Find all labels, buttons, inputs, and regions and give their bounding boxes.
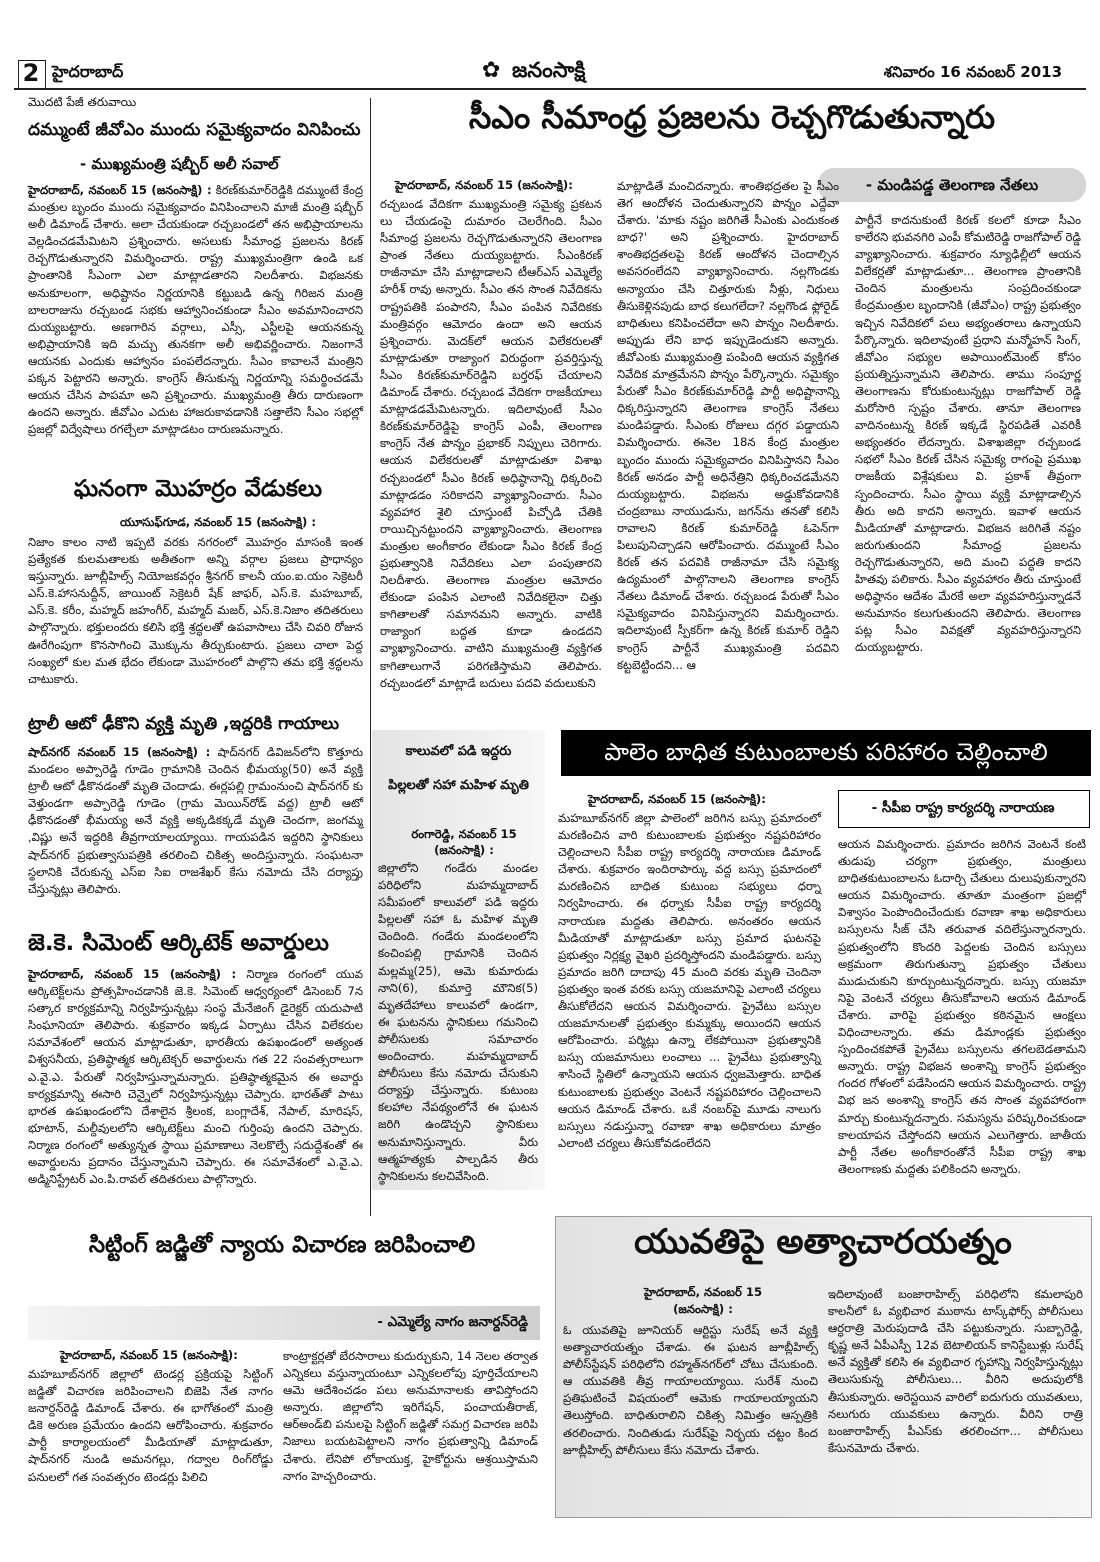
yuvati-headline: యువతిపై అత్యాచారయత్నం [634, 1222, 1012, 1262]
yuvati-col2: ఇదిలావుంటే బంజారాహిల్స్ పరిధిలోని కమలాపురి కాలనీలో ఓ వ్యభిచార ముఠాను టాస్క్‌ఫోర్స్ పోలీసులు ఆర్ధరాత్రి మెరుపుదాడి చేసి పట్టుకున్నారు. సుబ్బారెడ్డి, కృష్ణ అనే ఏపీఎస్పీ 12వ బెటాలియన్ కానిస్టేబుళ్లు సురేష్ అనే వ్యక్తితో కలిసి ఈ వ్యభిచార గృహాన్ని నిర్వహిస్తున్నట్లు తెలుసుకున్న పోలీసులు... వీరిని అదుపులోకి తీసుకున్నారు. అరెస్టయిన వారిలో ఐదుగురు యువతులు, నలుగురు యువకులు ఉన్నారు. వీరిని రాత్రి బంజారాహిల్స్ పీఎస్‌కు తరలించగా... పోలీసులు కేసునమోదు చేశారు. [828, 1287, 1083, 1455]
palem-col1: మహబూబ్‌నగర్ జిల్లా పాలెంలో జరిగిన బస్సు ప్రమాదంలో మరణించిన వారి కుటుంబాలకు ప్రభుత్వం నష్టపరిహారం చెల్లించాలని సీపీఐ రాష్ట్ర కార్యదర్శి నారాయణ డిమాండ్ చేశారు. శుక్రవారం ఇందిరాపార్కు వద్ద బస్సు ప్రమాదంలో మరణించిన బాధిత కుటుంబ సభ్యులు ధర్నా నిర్వహించారు. ఈ ధర్నాకు సీపీఐ రాష్ట్ర కార్యదర్శి నారాయణ మద్దతు తెలిపారు. అనంతరం ఆయన మీడియాతో మాట్లాడుతూ బస్సు ప్రమాద ఘటనపై ప్రభుత్వం నిర్లక్ష్య వైఖరి ప్రదర్శిస్తోందని మండిపడ్డారు. బస్సు ప్రమాదం జరిగి దాదాపు 45 మంది వరకు మృతి చెందినా ప్రభుత్వం ఇంత వరకు బస్సు యజమానిపై ఎలాంటి చర్యలు తీసుకోలేదని ఆయన విమర్శించారు. ప్రైవేటు బస్సుల యజమానులతో ప్రభుత్వం కుమ్మక్కు అయిందని ఆయన ఆరోపించారు. పర్మిట్లు ఉన్నా లేకపోయినా ప్రభుత్వానికి బస్సు యజమానులు లంచాలు ... ప్రైవేటు ప్రభుత్వాన్ని శాసించే స్థితిలో ఉన్నాయని ఆయన ధ్వజమెత్తారు. బాధిత కుటుంబాలకు ప్రభుత్వం వెంటనే నష్టపరిహారం చెల్లించాలని ఆయన డిమాండ్ చేశారు. ఒకే నంబర్‌పై మూడు నాలుగు బస్సులు నడుస్తున్నా రవాణా శాఖ అధికారులు మాత్రం ఎలాంటి చర్యలు తీసుకోవడంలేదని [558, 811, 821, 1150]
art2-dateline: యూసుఫ్‌గూడ, నవంబర్ 15 (జనంసాక్షి) : [120, 515, 317, 529]
palem-headline: పాలెం బాధిత కుటుంబాలకు పరిహారం చెల్లించాలి [604, 738, 1048, 766]
lead-col2: మాట్లాడితే మంచిదన్నారు. శాంతిభద్రతల పై సీఎం తెగ ఆందోళన చెందుతున్నారని పొన్నం ఎద్దేవా చేశారు. 'మాకు నష్టం జరిగితే సీఎంకు ఎందుకంత బాధ?' అని ప్రశ్నించారు. హైదరాబాద్ శాంతిభద్రతలపై కిరణ్ ఆందోళన చెందాల్సిన అవసరంలేదని వ్యాఖ్యానించారు. నల్లగొండకు అన్యాయం చేసి చిత్తూరుకు నీళ్లు, నిధులు తీసుకెళ్లినపుడు బాధ కలుగలేదా? నల్లగొండ ఫ్లోరైడ్ బాధితులు కనిపించలేదా అని పొన్నం నిలదీశారు. అప్పుడు లేని బాధ ఇప్పుడెందుకని అన్నారు. జీవోఎంకు ముఖ్యమంత్రి పంపింది ఆయన వ్యక్తిగత నివేదిక మాత్రమేనని పొన్నం పేర్కొన్నారు. సమైక్యం పేరుతో సీఎం కిరణ్‌కుమార్‌రెడ్డి పార్టీ అధిష్టానాన్ని ధిక్కరిస్తున్నారని తెలంగాణ కాంగ్రెస్ నేతలు మండిపడ్డారు. సీఎంకు రోజులు దగ్గర పడ్డాయని విమర్శించారు. ఈనెల 18న కేంద్ర మంత్రుల బృందం ముందు సమైక్యవాదం వినిపిస్తానని సీఎం కిరణ్ అనడం పార్టీ అధినేత్రిని ధిక్కరించడమేనని దుయ్యబట్టారు. విభజను అడ్డుకోవడానికి చంద్రబాబు నాయుడును, జగన్‌ను తనతో కలిసి రావాలని కిరణ్ కుమార్‌రెడ్డి ఓపెన్‌గా పిలుపునిచ్చాడని ఆరోపించారు. దమ్ముంటే సీఎం కిరణ్ తన పదవికి రాజీనామా చేసి సమైక్య ఉద్యమంలో పాల్గొనాలని తెలంగాణ కాంగ్రెస్ నేతలు డిమాండ్ చేశారు. రచ్చబండ పేరుతో సీఎం సమైక్యవాదం వినిపిస్తున్నారని విమర్శించారు. ఇదిలావుంటే స్పీకర్‌గా ఉన్న కిరణ్ కుమార్ రెడ్డిని కాంగ్రెస్ పార్టీనే ముఖ్యమంత్రి పదవిని కట్టబెట్టిందని... ఆ [617, 179, 839, 672]
issue-date: శనివారం 16 నవంబర్ 2013 [883, 63, 1062, 81]
lead-dateline: హైదరాబాద్, నవంబర్ 15 (జనంసాక్షి): [395, 178, 573, 192]
palem-col2: ఆయన విమర్శించారు. ప్రమాదం జరిగిన వెంటనే కంటి తుడుపు చర్యగా ప్రభుత్వం, మంత్రులు బాధితకుటుంబాలను ఓదార్చి చేతులు దులుపుకున్నారని ఆయన విమర్శించారు. తూతూ మంత్రంగా ప్రజల్లో విశ్వాసం పెంపొందించేందుకు రవాణా శాఖ అధికారులు బస్సులను సీజ్ చేసి తరువాత వదిలేస్తున్నారన్నారు. ప్రభుత్వంలోని కొందరి పెద్దలకు చెందిన బస్సులు అక్రమంగా తిరుగుతున్నా ప్రభుత్వం చేతులు ముడుచుకుని కూర్చుంటున్నదన్నారు. బస్సు యజమా నిపై వెంటనే చర్యలు తీసుకోవాలని ఆయన డిమాండ్ చేశారు. వారిపై ప్రభుత్వం కఠినమైన ఆంక్షలు విధించాలన్నారు. తమ డిమాండ్లకు ప్రభుత్వం స్పందించకపోతే ప్రైవేటు బస్సులను తగలబెడతామని అన్నారు. రాష్ట్ర విభజన అంశాన్ని కాంగ్రెస్ ప్రభుత్వం గందర గోళంలో పడేసిందని ఆయన విమర్శించారు. రాష్ట్ర విభ జన అంశాన్ని కాంగ్రెస్ తన సొంత వ్యవహారంగా మార్చు కుంటున్నదన్నారు. సమస్యను పరిష్కరించకుండా కాలయాపన చేస్తోందని ఆయన ఎలుగెత్తారు. జాతీయ పార్టీ నేతల అంగీకారంతోనే సీపీఐ రాష్ట్ర శాఖ తెలంగాణకు మద్దతు పలికిందని అన్నారు. [838, 837, 1086, 1176]
art2-headline: ఘనంగా మొహర్రం వేడుకలు [73, 476, 323, 502]
art1-dateline: హైదరాబాద్, నవంబర్ 15 (జనంసాక్షి) : [28, 183, 212, 197]
art4-body [28, 966, 363, 1216]
art1-headline: దమ్ముంటే జీవోఎం ముందు సమైక్యవాదం వినిపించు [28, 120, 361, 140]
sitting-subhead: - ఎమ్మెల్యే నాగం జనార్దన్‌రెడ్డి [377, 1314, 528, 1330]
kicker: మొదటి పేజీ తరువాయి [28, 95, 137, 109]
lead-headline: సీఎం సీమాంధ్ర ప్రజలను రెచ్చగొడుతున్నారు [468, 98, 996, 136]
art2-body: నిజాం కాలం నాటి ఇప్పటి వరకు నగరంలో మొహర్రం మాసంకి ఇంత ప్రత్యేకత కులమతాలకు అతీతంగా అన్ని వర్గాల ప్రజలు ప్రాధాన్యం ఇస్తున్నారు. జూబ్లీహిల్స్ నియోజకవర్గం శ్రీనగర్ కాలనీ యం.ఐ.యం సెక్రెటరీ ఎస్.కె.హాసనుద్దీన్, జాయింట్ సెక్రెటరీ షేక్ జాఫర్, ఎస్.కె. మహబూబ్, ఎస్.కె. కరీం, మహ్మద్ జహంగీర్, మహ్మద్ మజర్, ఎస్.కె.నిజాం తదితరులు పాల్గొన్నారు. భక్తులందరు కలిసి భక్తి శ్రద్ధలతో ఉపవాసాలు చేసి చివరి రోజున ఊరేగింపుగా కొనసాగించి మొక్కును తీర్చుకుంటారు. ప్రజలు చాలా పెద్ద సంఖ్యలో కుల మత భేదం లేకుండా మొహరంలో పాల్గొని తమ భక్తి శ్రద్ధలను చాటుకారు. [28, 535, 363, 686]
art3-body [28, 744, 363, 896]
art4-headline: జె.కె. సిమెంట్ ఆర్కిటెక్ అవార్డులు [28, 930, 329, 956]
art4-dateline: హైదరాబాద్, నవంబర్ 15 (జనంసాక్షి) : [28, 967, 237, 981]
palem-subhead: - సీపీఐ రాష్ట్ర కార్యదర్శి నారాయణ [871, 800, 1055, 816]
canal-headline-1: కాలువలో పడి ఇద్దరు [405, 744, 512, 759]
logo-text: జనంసాక్షి [512, 58, 586, 82]
art1-subhead: - ముఖ్యమంత్రి షబ్బీర్ అలీ సవాల్ [80, 155, 279, 173]
art1-body [28, 182, 363, 472]
left-column-rule [370, 98, 371, 1216]
art1-text: కిరణ్‌కుమార్‌రెడ్డికి దమ్ముంటే కేంద్ర మంత్రుల బృందం ముందు సమైక్యవాదం వినిపించాలని మాజీ మంత్రి షబ్బీర్ అలీ డిమాండ్ చేశారు. అలా చేయకుండా రచ్చబండలో తన అభిప్రాయాలను వెల్లడించడమేమిటని ప్రశ్నించారు. అసలుకు సీమాంధ్ర ప్రజలను కిరణ్ రెచ్చగొడుతున్నారని విమర్శించారు. రాష్ట్ర ముఖ్యమంత్రిగా ఉండి ఒక ప్రాంతానికి సీఎంగా ఎలా మాట్లాడతారని నిలదీశారు. విభజనకు అనుకూలంగా, అధిష్టానం నిర్ణయానికి కట్టుబడి ఉన్న గిరిజన మంత్రి బాలరాజును రచ్చబండ సభకు ఆహ్వానించకుండా సీఎం అవమానించారని దుయ్యబట్టారు. అణగారిన వర్గాలు, ఎస్సీ, ఎస్టీలపై ఆయనకున్న అభిప్రాయానికి ఇది మచ్చు తునకగా అలీ అభివర్ణించారు. నిజంగానే ఆయనకు ఎందుకు ఆహ్వానం పంపలేదన్నారు. సీఎం కావాలనే మంత్రిని పక్కన పెట్టారని అన్నారు. కాంగ్రెస్ తీసుకున్న నిర్ణయాన్ని సమర్థించడమే ఆయన చేసిన పాపమా అని ప్రశ్నించారు. ముఖ్యమంత్రి తీరు దారుణంగా ఉందని అన్నారు. జీవోఎం ఎదుట హాజరుకావడానికి సత్తాలేని సీఎం సభల్లో ప్రజల్లో విద్వేషాలు రగల్చేలా మాట్లాడటం దారుణమన్నారు. [28, 183, 364, 437]
lead-col1: రచ్చబండ వేదికగా ముఖ్యమంత్రి సమైక్య ప్రకటన లు చేయడంపై దుమారం చెలరేగింది. సీఎం సీమాంధ్ర ప్రజలను రెచ్చగొడుతున్నారని తెలంగాణ ప్రాంత నేతలు దుయ్యబట్టారు. సీఎంకిరణ్ రాజీనామా చేసి మాట్లాడాలని టీఆర్ఎస్ ఎమ్మెల్యే హరీశ్ రావు అన్నారు. సీఎం తన సొంత నివేదికను రాష్ట్రపతికి పంపారని, సీఎం పంపిన నివేదికకు మంత్రివర్గం ఆమోదం ఉందా అని ఆయన ప్రశ్నించారు. మెదక్‌లో ఆయన విలేకరులతో మాట్లాడుతూ రాజ్యాంగ విరుద్ధంగా ప్రవర్తిస్తున్న సీఎం కిరణ్‌కుమార్‌రెడ్డిని బర్తరఫ్ చేయాలని డిమాండ్ చేశారు. రచ్చబండ వేదికగా రాజకీయాలు మాట్లాడడమేమిటన్నారు. ఇదిలావుంటే సీఎం కిరణ్‌కుమార్‌రెడ్డిపై కాంగ్రెస్ ఎంపీ, తెలంగాణ కాంగ్రెస్ నేత పొన్నం ప్రభాకర్ నిప్పులు చెరిగారు. ఆయన విలేకరులతో మాట్లాడుతూ విశాఖ రచ్చబండలో సీఎం కిరణ్ అధిష్ఠానాన్ని ధిక్కరించి మాట్లాడడం సరికాదని వ్యాఖ్యానించారు. సీఎం వ్యవహార శైలి చూస్తుంటే పిచ్చోడి చేతికి రాయిచ్చినట్టుందని వ్యాఖ్యానించారు. తెలంగాణ మంత్రుల అంగీకారం లేకుండా సీఎం కిరణ్ కేంద్ర ప్రభుత్వానికి నివేదికలు ఎలా పంపుతారని నిలదీశారు. తెలంగాణ మంత్రుల ఆమోదం లేకుండా పంపిన ఎలాంటి నివేదికలైనా చిత్తు కాగితాలతో సమానమని అన్నారు. వాటికి రాజ్యాంగ బద్ధత కూడా ఉండదని వ్యాఖ్యానించారు. వాటిని ముఖ్యమంత్రి వ్యక్తిగత కాగితాలుగానే పరిగణిస్తామని తెలిపారు. రచ్చబండలో మాట్లాడే బదులు పదవి వదులుకుని [380, 197, 602, 690]
lead-col3: పార్టీనే కాదనుకుంటే కిరణ్ కలలో కూడా సీఎం కాలేరని భువనగిరి ఎంపీ కోమటిరెడ్డి రాజగోపాల్ రెడ్డి వ్యాఖ్యానించారు. శుక్రవారం న్యూఢిల్లీలో ఆయన విలేకర్లతో మాట్లాడుతూ... తెలంగాణ ప్రాంతానికి చెందిన మంత్రులను సంప్రదించకుండా కేంద్రమంత్రుల బృందానికి (జీవోఎం) రాష్ట్ర ప్రభుత్వం ఇచ్చిన నివేదికలో పలు అభ్యంతరాలు ఉన్నాయని పేర్కొన్నారు. ఇదిలావుంటే ప్రధాని మన్మోహన్ సింగ్, జీవోఎం సభ్యుల అపాయింట్‌మెంట్ కోసం ప్రయత్నిస్తున్నామని తెలిపారు. తాము సంపూర్ణ తెలంగాణను కోరుకుంటున్నట్లు రాజగోపాల్ రెడ్డి మరోసారి స్పష్టం చేశారు. తానూ తెలంగాణ వాదినంటున్న కిరణ్ ఇక్కడే స్థిరపడితే ఎవరికీ అభ్యంతరం లేదన్నారు. విశాఖజిల్లా రచ్చబండ సభలో సీఎం కిరణ్ చేసిన సమైక్య రాగంపై ప్రముఖ రాజకీయ విశ్లేషకులు వి. ప్రకాశ్ తీవ్రంగా స్పందించారు. సీఎం స్థాయి వ్యక్తి మాట్లాడాల్సిన తీరు అది కాదని అన్నారు. ఇవాళ ఆయన మీడియాతో మాట్లాడారు. విభజన జరిగితే నష్టం జరుగుతుందని సీమాంధ్ర ప్రజలను రెచ్చగొడుతున్నారని, అది మంచి పద్ధతి కాదని హితవు పలికారు. సీఎం వ్యవహారం తీరు చూస్తుంటే అధిష్ఠానం ఆదేశం మేరకే అలా వ్యవహరిస్తున్నాడనే అనుమానం కలుగుతుందని తెలిపారు. తెలంగాణ పట్ల సీఎం వివక్షతో వ్యవహరిస్తున్నారని దుయ్యబట్టారు. [855, 213, 1081, 655]
sitting-col2: కాంట్రాక్టర్లతో బేరసారాలు కుదుర్చుకుని, 14 నెలల తర్వాత ఎన్నికలు వస్తున్నాయంటూ ఎన్నికలలోపు పూర్తిచేయాలని ఆమె ఆదేశించడం పలు అనుమానాలకు తావిస్తోందని అన్నారు. జిల్లాలోని ఇరిగేషన్, పంచాయతీరాజ్, ఆర్‌అండ్‌బి పనులపై సిట్టింగ్ జడ్జితో సమగ్ర విచారణ జరిపి నిజాలు బయటపెట్టాలని నాగం ప్రభుత్వాన్ని డిమాండ్ చేశారు. లేనిపో లోకాయుక్త, హైకోర్టును ఆశ్రయిస్తామని నాగం హెచ్చరించారు. [283, 1349, 538, 1483]
lead-subhead: - మండిపడ్డ తెలంగాణ నేతలు [865, 176, 1039, 194]
yuvati-dateline: హైదరాబాద్, నవంబర్ 15 (జనంసాక్షి) : [643, 1285, 763, 1316]
canal-dateline: రంగారెడ్డి, నవంబర్ 15 (జనంసాక్షి) : [411, 827, 517, 857]
edition-label: హైదరాబాద్ [52, 62, 124, 81]
art3-dateline: షాద్‌నగర్ నవంబర్ 15 (జనంసాక్షి) : [28, 745, 211, 759]
palem-dateline: హైదరాబాద్, నవంబర్ 15 (జనంసాక్షి): [588, 792, 766, 806]
sitting-col1: మహబూబ్‌నగర్ జిల్లాలో టెండర్ల ప్రక్రియపై సిట్టింగ్ జడ్జితో విచారణ జరిపించాలని బిజెపి నేత నాగం జనార్దన్‌రెడ్డి డిమాండ్ చేశారు. ఈ భాగోతంలో మంత్రి డికె అరుణ ప్రమేయం ఉందని ఆరోపించారు. శుక్రవారం పార్టీ కార్యాలయంలో మీడియాతో మాట్లాడుతూ, షాద్‌నగర్ నుండి అమనగల్లు, గద్వాల రింగ్‌రోడ్డు పనులలో గత సంవత్సరం టెండర్లు పిలిచి [28, 1367, 273, 1484]
masthead-logo [482, 54, 612, 88]
sitting-dateline: హైదరాబాద్, నవంబర్ 15 (జనంసాక్షి): [60, 1348, 238, 1362]
art4-text: నిర్మాణ రంగంలో యువ ఆర్కిటెక్ట్‌లను ప్రోత్సహించడానికి జె.కె. సిమెంట్ ఆధ్వర్యంలో డిసెంబర్ 7న సత్కార కార్యక్రమాన్ని నిర్వహిస్తున్నట్లు సంస్థ మేనేజింగ్ డైరెక్టర్ యదుపాటి సింఘానియా తెలిపారు. శుక్రవారం ఇక్కడ ఏర్పాటు చేసిన విలేకరుల సమావేశంలో ఆయన మాట్లాడుతూ, భారతీయ ఉపఖండంలో అత్యంత విశ్వసనీయ, ప్రతిష్ఠాత్మక ఆర్కిటెక్చర్ అవార్డులను గత 22 సంవత్సరాలుగా ఎ.వై.ఎ. పేరుతో నిర్వహిస్తున్నామన్నారు. ప్రతిష్ఠాత్మకమైన ఈ అవార్డు కార్యక్రమాన్ని ఈసారి చెన్నైలో నిర్వహిస్తున్నట్లు చెప్పారు. భారత్‌తో పాటు భారత ఉపఖండంలోని దేశాలైన శ్రీలంక, బంగ్లాదేశ్, నేపాల్, మారిషస్, భూటాన్, మల్దీవులలోని ఆర్కిటెక్ట్‌లు మంచి గుర్తింపు ఉందని చెప్పారు. నిర్మాణ రంగంలో అత్యున్నత స్థాయి ప్రమాణాలు నెలకొల్పే సదుద్దేశంతో ఈ అవార్డులను ప్రదానం చేస్తున్నామని చెప్పారు. ఈ సమావేశంలో ఎ.వై.ఎ. అడ్మినిస్ట్రేటర్ ఎం.పి.రావల్ తదితరులు పాల్గొన్నారు. [28, 967, 363, 1187]
logo-icon: ✿ [482, 58, 501, 83]
masthead-rule [14, 88, 1086, 90]
yuvati-col1: ఓ యువతిపై జూనియర్ ఆర్టిస్టు సురేష్ అనే వ్యక్తి అత్యాచారయత్నం చేశాడు. ఈ ఘటన జూబ్లీహిల్స్ పోలీస్‌స్టేషన్ పరిధిలోని రహ్మత్‌నగర్‌లో చోటు చేసుకుంది. ఆ యువతికి తీవ్ర గాయాలయ్యాయి. సురేశ్ నుంచి ప్రతిఘటించే విషయంలో ఆమెకు గాయాలయ్యాయని తెలుస్తోంది. బాధితురాలిని చికిత్స నిమిత్తం ఆస్పత్రికి తరలించారు. నిందితుడు సురేష్‌పై నిర్భయ చట్టం కింద జూబ్లీహిల్స్ పోలీసులు కేసు నమోదు చేశారు. [563, 1323, 818, 1457]
art3-text: షాద్‌నగర్ డివిజన్‌లోని కొత్తూరు మండలం అప్పారెడ్డి గూడెం గ్రామానికి చెందిన భీమయ్య(50) అనే వ్యక్తి ట్రాలీ ఆటో ఢీకొనడంతో మృతి చెందాడు. ఈర్లపల్లి గ్రామంనుంచి షాద్‌నగర్ కు వెళ్తుండగా అప్పారెడ్డి గూడెం (గ్రామ మెయిన్‌రోడ్ వద్ద) ట్రాలీ ఆటో ఢీకొనడంతో భీమయ్య అనే వ్యక్తి అక్కడికక్కడే మృతి చెందగా, జంగమ్మ ,విష్ణు అనే ఇద్దరికి తీవ్రగాయాలయ్యాయి. గాయపడిన ఇద్దరిని స్థానికులు షాద్‌నగర్ ప్రభుత్వాసుపత్రికి తరలించి చికిత్స అందిస్తున్నారు. సంఘటనా స్థలానికి చేరుకున్న ఎస్ఐ సిఐ రాజశేఖర్ కేసు నమోదు చేసి దర్యాప్తు చేస్తున్నట్లు తెలిపారు. [28, 745, 363, 896]
sitting-headline: సిట్టింగ్ జడ్జితో న్యాయ విచారణ జరిపించాలి [88, 1232, 476, 1258]
canal-body: జిల్లాలోని గండేరు మండల పరిధిలోని మహమ్మదాబాద్ సమీపంలో కాలువలో పడి ఇద్దరు పిల్లలతో సహా ఓ మహిళ మృతి చెందింది. గండేరు మండలంలోని కంచింపల్లి గ్రామానికి చెందిన మల్లమ్మ(25), ఆమె కుమారుడు నాని(6), కుమార్తె మౌనిక(5) మృతదేహాలు కాలువలో ఉండగా, ఈ ఘటనను స్థానికులు గమనించి పోలీసులకు సమాచారం అందించారు. మహమ్మదాబాద్ పోలీసులు కేసు నమోదు చేసుకుని దర్యాప్తు చేస్తున్నారు. కుటుంబ కలహాల నేపథ్యంలోనే ఈ ఘటన జరిగి ఉండొచ్చని స్థానికులు అనుమానిస్తున్నారు. వీరు ఆత్మహత్యకు పాల్పడిన తీరు స్థానికులను కలచివేసింది. [378, 861, 538, 1183]
canal-headline-2: పిల్లలతో సహా మహిళ మృతి [388, 778, 529, 793]
page-number: 2 [22, 59, 40, 87]
art3-headline: ట్రాలీ ఆటో ఢీకొని వ్యక్తి మృతి ,ఇద్దరికి గాయాలు [28, 714, 339, 734]
